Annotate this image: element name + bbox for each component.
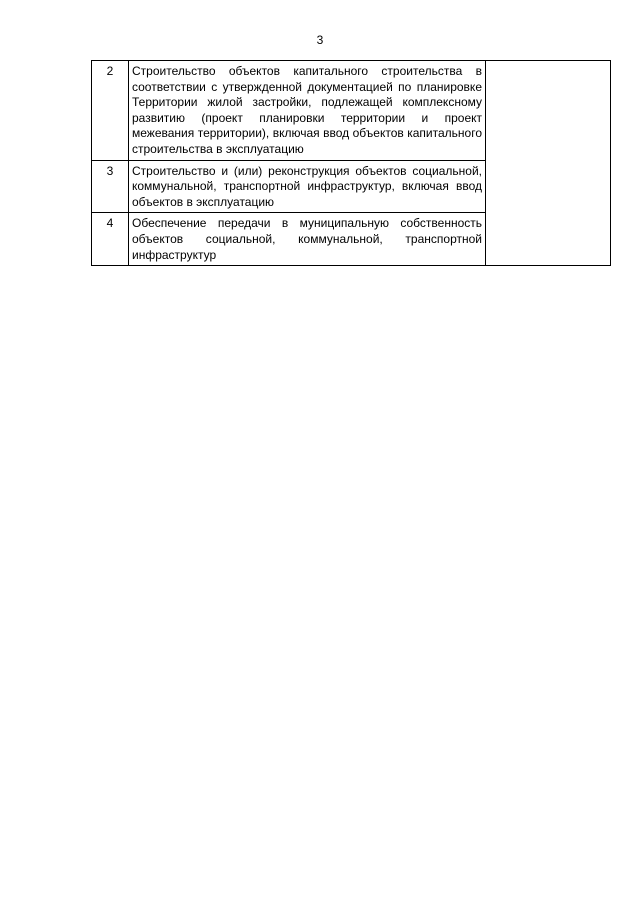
row-number-cell: 3 (92, 160, 129, 213)
row-description-cell: Строительство объектов капитального строительства в соответствии с утвержденной документацией по планировке Территории жилой застройки, подлежащей комплексному развитию (проект планировки территории и проект межевания территории), включая ввод объектов капитального строительства в эксплуатацию (129, 61, 486, 161)
table-row (92, 61, 611, 161)
row-number-cell: 4 (92, 213, 129, 266)
merged-empty-cell (486, 61, 611, 266)
row-number-cell: 2 (92, 61, 129, 161)
row-description-cell: Строительство и (или) реконструкция объектов социальной, коммунальной, транспортной инфраструктур, включая ввод объектов в эксплуатацию (129, 160, 486, 213)
row-description-cell: Обеспечение передачи в муниципальную собственность объектов социальной, коммунальной, транспортной инфраструктур (129, 213, 486, 266)
page-number: 3 (316, 33, 324, 47)
document-table (91, 60, 611, 266)
